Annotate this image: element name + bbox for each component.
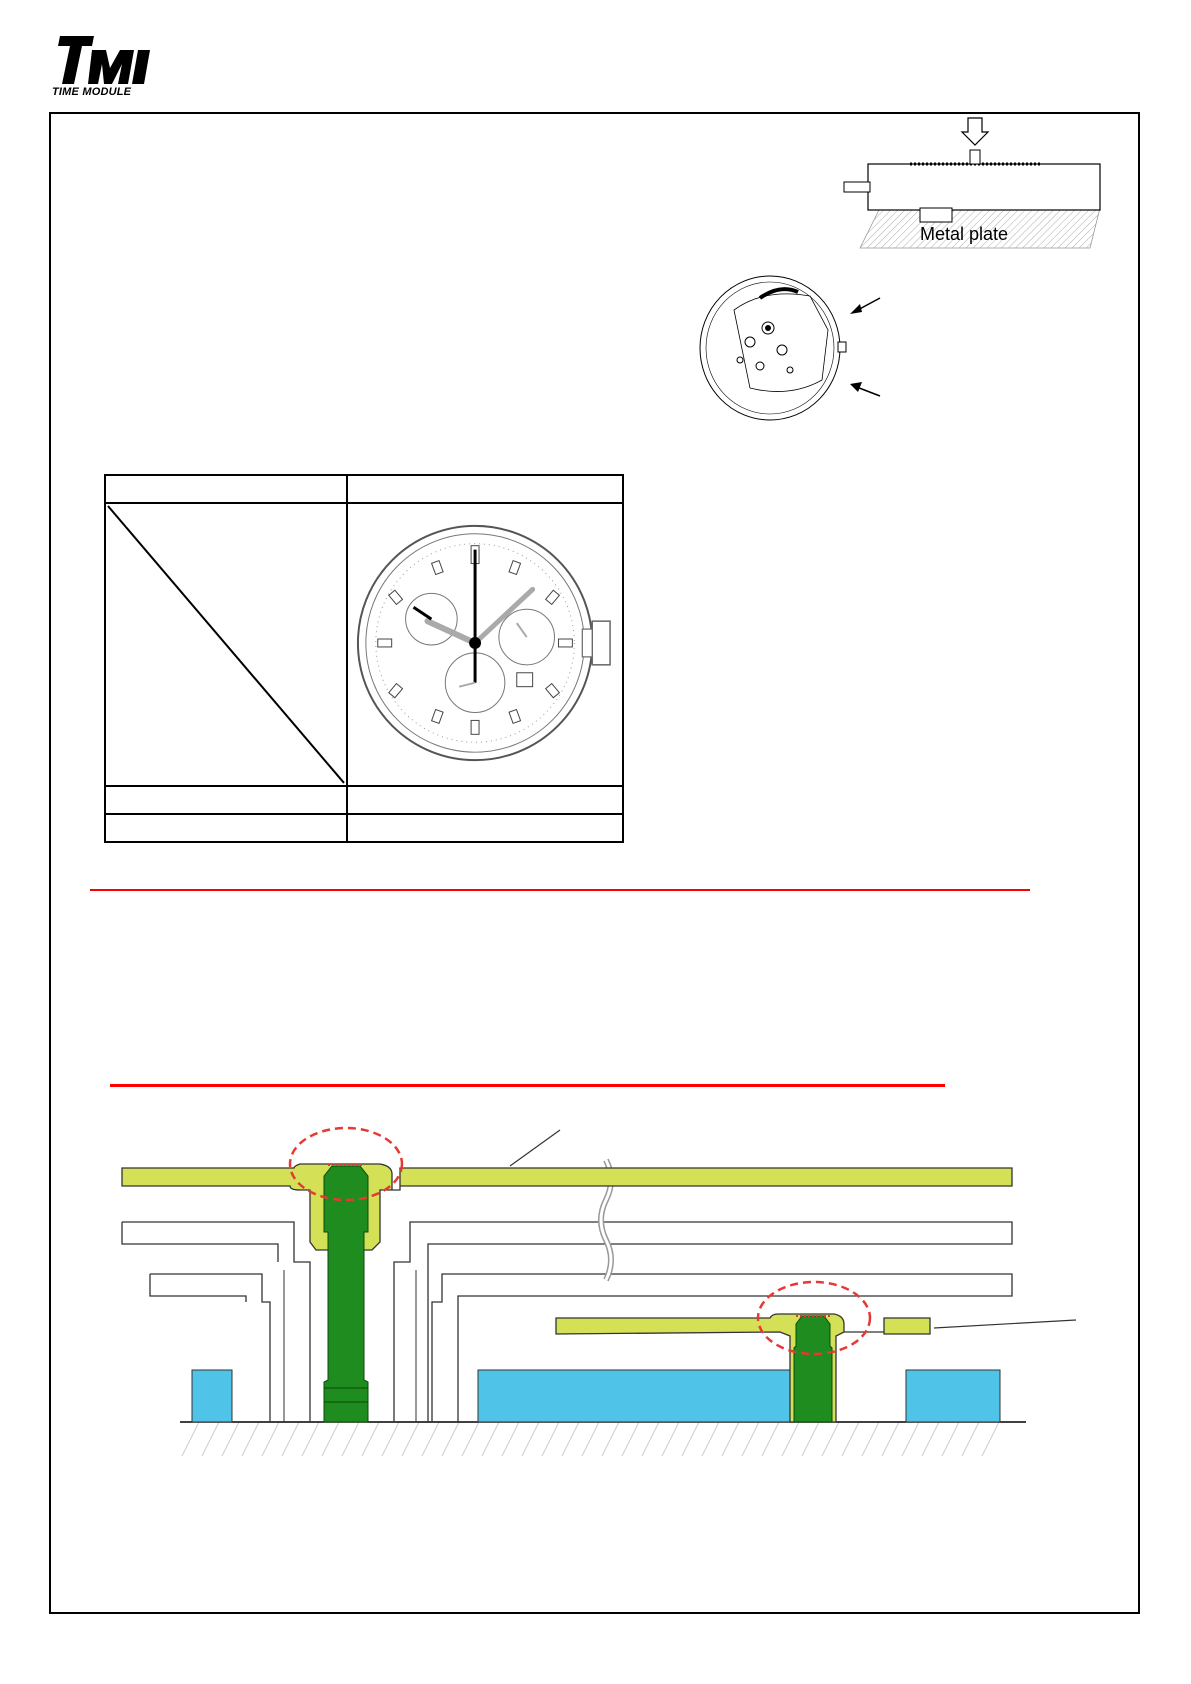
base-block bbox=[906, 1370, 1000, 1422]
spec-table-cell bbox=[105, 814, 347, 842]
cross-section-diagram bbox=[110, 1120, 1110, 1460]
ground-hatch bbox=[180, 1422, 1000, 1456]
spec-table bbox=[104, 474, 624, 843]
spec-table-cell bbox=[105, 786, 347, 814]
pinion-large bbox=[324, 1166, 368, 1422]
brand-subtitle: TIME MODULE bbox=[52, 86, 132, 98]
watch-dial-image bbox=[348, 504, 622, 780]
base-block bbox=[478, 1370, 790, 1422]
pointer-arrow-icon bbox=[850, 382, 880, 396]
red-divider bbox=[90, 889, 1030, 891]
pinion-small bbox=[794, 1316, 832, 1422]
leader-line bbox=[934, 1320, 1076, 1328]
leader-line bbox=[510, 1130, 560, 1166]
red-divider bbox=[110, 1084, 945, 1087]
movement-top-view bbox=[690, 270, 890, 430]
spec-table-cell bbox=[105, 475, 347, 503]
spec-table-cell bbox=[347, 814, 623, 842]
pointer-arrow-icon bbox=[850, 298, 880, 314]
metal-plate-label: Metal plate bbox=[920, 224, 1009, 244]
base-block bbox=[192, 1370, 232, 1422]
metal-plate-figure bbox=[840, 112, 1110, 254]
upper-bridge bbox=[122, 1164, 1012, 1250]
spec-table-cell bbox=[347, 786, 623, 814]
diagonal-line bbox=[106, 504, 346, 785]
spec-table-diagonal-cell bbox=[105, 503, 347, 786]
dial-cell bbox=[347, 503, 623, 786]
press-arrow-icon bbox=[962, 118, 988, 145]
spec-table-cell bbox=[347, 475, 623, 503]
